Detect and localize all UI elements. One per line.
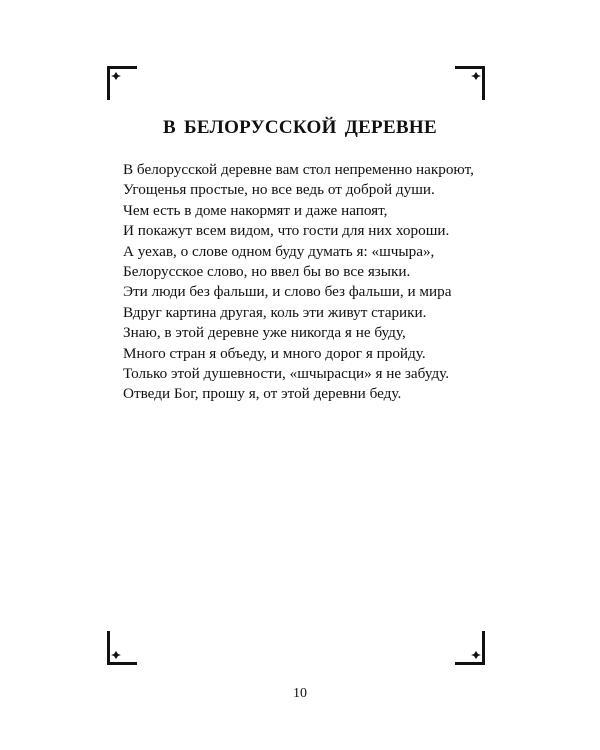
poem-title: В БЕЛОРУССКОЙ ДЕРЕВНЕ	[163, 116, 437, 138]
corner-ornament-bottom-left-icon	[107, 631, 137, 665]
poem-line: А уехав, о слове одном буду думать я: «шчыра»,	[123, 242, 435, 260]
poem-line: Белорусское слово, но ввел бы во все языки.	[123, 263, 411, 281]
poem-line: И покажут всем видом, что гости для них хороши.	[123, 222, 450, 240]
page-number: 10	[293, 686, 307, 701]
poem-line: Много стран я объеду, и много дорог я пройду.	[123, 344, 426, 362]
poem-line: Знаю, в этой деревне уже никогда я не буду,	[123, 324, 406, 342]
poem-line: Эти люди без фальши, и слово без фальши, и мира	[123, 283, 452, 301]
poem-line: Вдруг картина другая, коль эти живут старики.	[123, 303, 427, 321]
corner-ornament-top-right-icon	[455, 66, 485, 100]
poem-line: Угощенья простые, но все ведь от доброй души.	[123, 181, 435, 199]
poem-body	[123, 160, 474, 405]
corner-ornament-top-left-icon	[107, 66, 137, 100]
poem-line: Чем есть в доме накормят и даже напоят,	[123, 201, 388, 219]
poem-line: Отведи Бог, прошу я, от этой деревни беду.	[123, 385, 402, 403]
corner-ornament-bottom-right-icon	[455, 631, 485, 665]
poem-line: В белорусской деревне вам стол непременно накроют,	[123, 161, 474, 178]
poem-line: Только этой душевности, «шчырасци» я не забуду.	[123, 365, 450, 383]
